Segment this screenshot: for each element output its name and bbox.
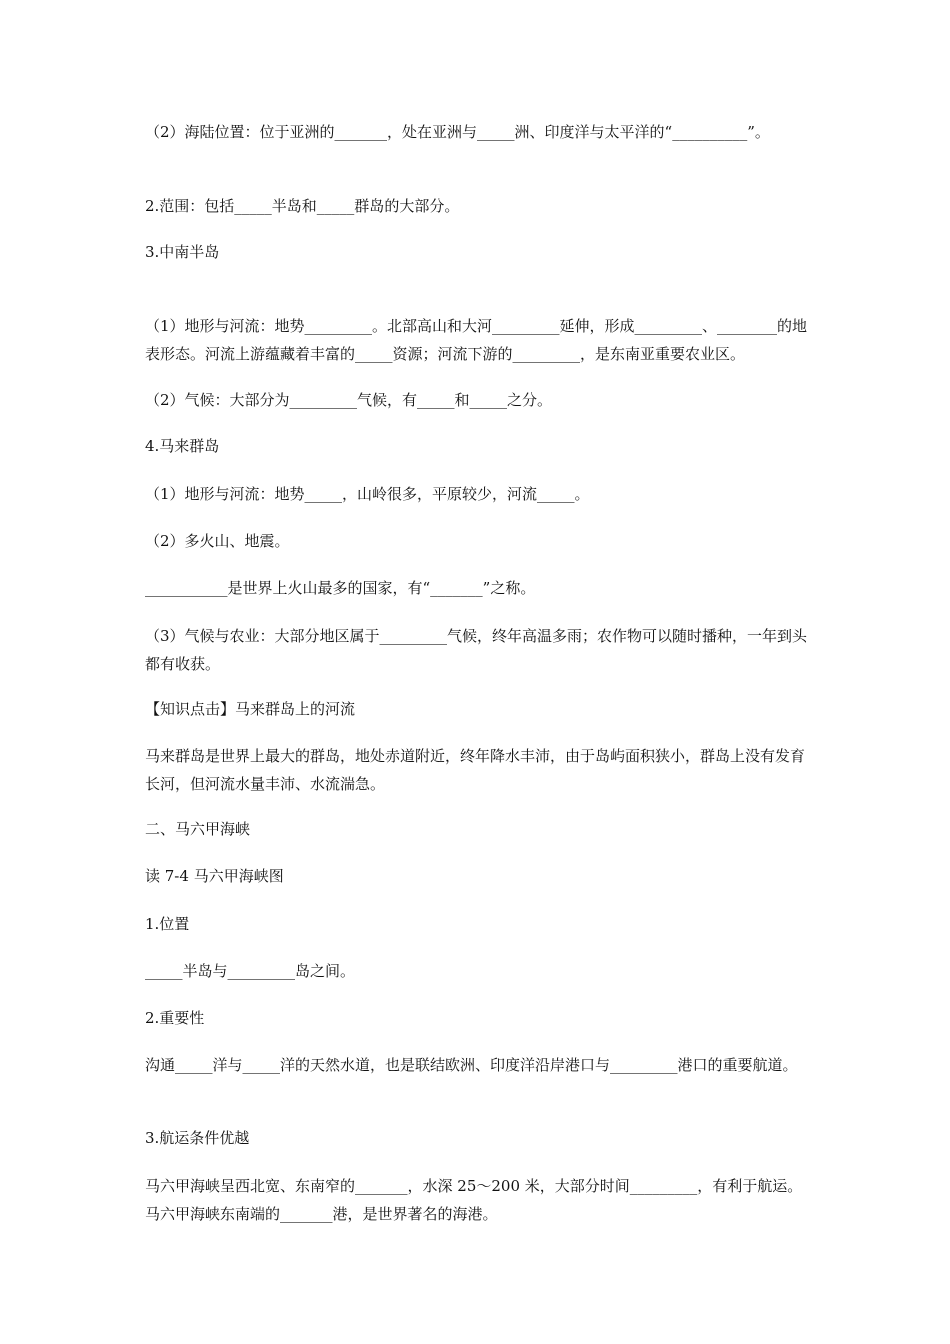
paragraph-read-map: 读 7-4 马六甲海峡图 (145, 867, 284, 885)
paragraph-sea-land-position: （2）海陆位置：位于亚洲的_______，处在亚洲与_____洲、印度洋与太平洋的“__________”。 (145, 123, 770, 141)
paragraph-indochina-terrain: （1）地形与河流：地势_________。北部高山和大河_________延伸，形成_________、________的地表形态。河流上游蕴藏着丰富的_____资源；河流下游的_________，是东南亚重要农业区。 (145, 317, 808, 363)
paragraph-indochina-climate: （2）气候：大部分为_________气候，有_____和_____之分。 (145, 391, 553, 409)
paragraph-location: _____半岛与_________岛之间。 (145, 962, 356, 980)
paragraph-importance: 沟通_____洋与_____洋的天然水道，也是联结欧洲、印度洋沿岸港口与_________港口的重要航道。 (145, 1056, 798, 1074)
heading-indochina-peninsula: 3.中南半岛 (145, 243, 220, 261)
heading-malay-archipelago: 4.马来群岛 (145, 437, 220, 455)
paragraph-scope: 2.范围：包括_____半岛和_____群岛的大部分。 (145, 197, 460, 215)
heading-malacca-strait: 二、马六甲海峡 (145, 820, 251, 838)
paragraph-volcano-country: ___________是世界上火山最多的国家，有“_______”之称。 (145, 579, 536, 597)
heading-knowledge-click: 【知识点击】马来群岛上的河流 (145, 700, 356, 718)
paragraph-malay-terrain: （1）地形与河流：地势_____，山岭很多，平原较少，河流_____。 (145, 485, 590, 503)
paragraph-shipping-conditions: 马六甲海峡呈西北宽、东南窄的_______，水深 25～200 米，大部分时间_________，有利于航运。马六甲海峡东南端的_______港，是世界著名的海港。 (145, 1177, 803, 1223)
heading-shipping-conditions: 3.航运条件优越 (145, 1129, 250, 1147)
paragraph-malay-climate: （3）气候与农业：大部分地区属于_________气候，终年高温多雨；农作物可以随时播种，一年到头都有收获。 (145, 627, 808, 673)
heading-importance: 2.重要性 (145, 1009, 205, 1027)
heading-location: 1.位置 (145, 915, 190, 933)
paragraph-malay-rivers: 马来群岛是世界上最大的群岛，地处赤道附近，终年降水丰沛，由于岛屿面积狭小，群岛上没有发育长河，但河流水量丰沛、水流湍急。 (145, 747, 806, 793)
paragraph-volcanoes: （2）多火山、地震。 (145, 532, 290, 550)
